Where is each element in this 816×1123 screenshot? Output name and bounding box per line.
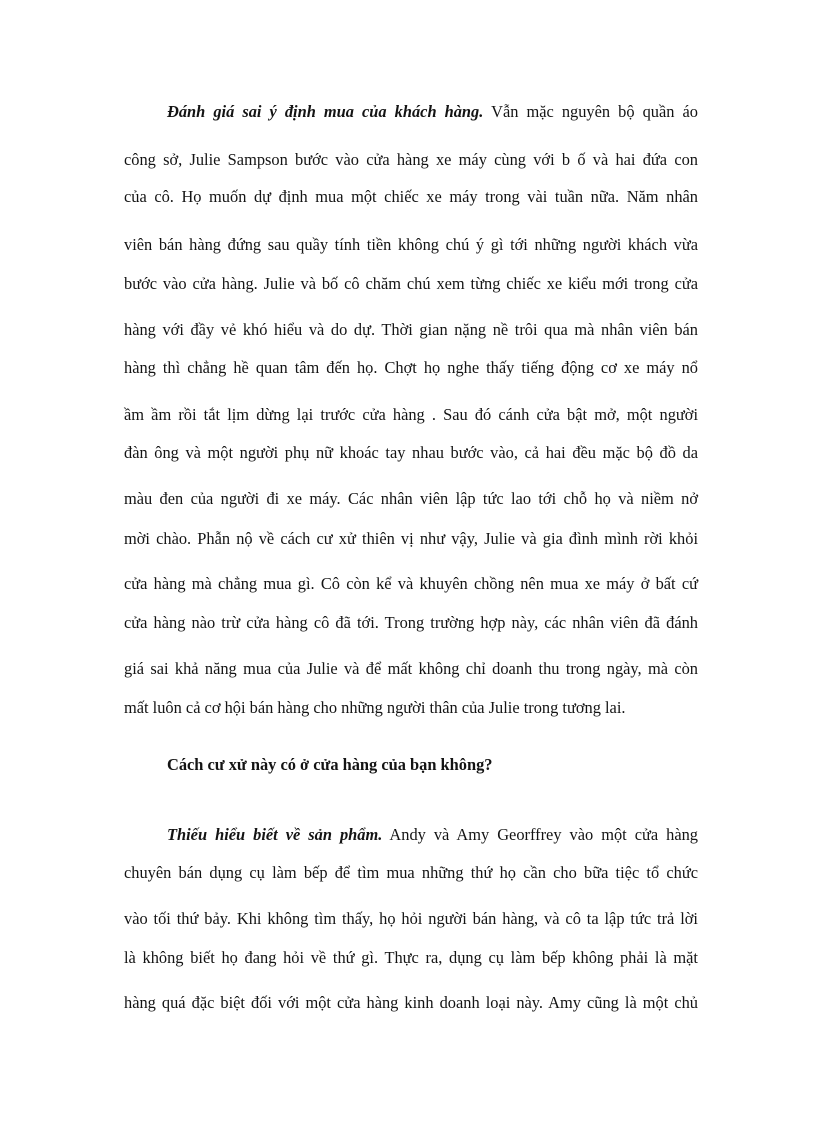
paragraph-1-line-9: đàn ông và một người phụ nữ khoác tay nhau bước vào, cả hai đều mặc bộ đồ da bbox=[124, 443, 698, 462]
paragraph-2-line-1 bbox=[167, 823, 698, 847]
paragraph-1-line-1 bbox=[167, 100, 698, 124]
paragraph-2-line-1-text: Andy và Amy Georffrey vào một cửa hàng bbox=[382, 825, 698, 844]
paragraph-2-line-2: chuyên bán dụng cụ làm bếp để tìm mua những thứ họ cần cho bữa tiệc tổ chức bbox=[124, 863, 698, 882]
paragraph-2-line-4: là không biết họ đang hỏi về thứ gì. Thực ra, dụng cụ làm bếp không phải là mặt bbox=[124, 948, 698, 967]
paragraph-1-line-6: hàng với đầy vẻ khó hiểu và do dự. Thời gian nặng nề trôi qua mà nhân viên bán bbox=[124, 320, 698, 339]
paragraph-1-line-5: bước vào cửa hàng. Julie và bố cô chăm chú xem từng chiếc xe kiểu mới trong cửa bbox=[124, 274, 698, 293]
question-heading: Cách cư xử này có ở cửa hàng của bạn không? bbox=[167, 755, 493, 774]
paragraph-1-line-8: ầm ầm rồi tắt lịm dừng lại trước cửa hàng . Sau đó cánh cửa bật mở, một người bbox=[124, 405, 698, 424]
paragraph-1-line-10: màu đen của người đi xe máy. Các nhân viên lập tức lao tới chỗ họ và niềm nở bbox=[124, 489, 698, 508]
paragraph-1-line-3: của cô. Họ muốn dự định mua một chiếc xe máy trong vài tuần nữa. Năm nhân bbox=[124, 187, 698, 206]
paragraph-2-lead: Thiếu hiểu biết về sản phẩm. bbox=[167, 825, 383, 844]
paragraph-1-line-15: mất luôn cả cơ hội bán hàng cho những người thân của Julie trong tương lai. bbox=[124, 698, 626, 717]
paragraph-2-line-5: hàng quá đặc biệt đối với một cửa hàng kinh doanh loại này. Amy cũng là một chủ bbox=[124, 993, 698, 1012]
paragraph-1-line-12: cửa hàng mà chẳng mua gì. Cô còn kể và khuyên chồng nên mua xe máy ở bất cứ bbox=[124, 574, 698, 593]
paragraph-1-line-7: hàng thì chẳng hề quan tâm đến họ. Chợt họ nghe thấy tiếng động cơ xe máy nổ bbox=[124, 358, 698, 377]
paragraph-1-line-4: viên bán hàng đứng sau quầy tính tiền không chú ý gì tới những người khách vừa bbox=[124, 235, 698, 254]
paragraph-2-line-3: vào tối thứ bảy. Khi không tìm thấy, họ hỏi người bán hàng, và cô ta lập tức trả lời bbox=[124, 909, 698, 928]
paragraph-1-line-11: mời chào. Phẫn nộ về cách cư xử thiên vị như vậy, Julie và gia đình mình rời khỏi bbox=[124, 529, 698, 548]
paragraph-1-line-1-text: Vẫn mặc nguyên bộ quần áo bbox=[483, 102, 698, 121]
paragraph-1-line-14: giá sai khả năng mua của Julie và để mất không chỉ doanh thu trong ngày, mà còn bbox=[124, 659, 698, 678]
paragraph-1-line-13: cửa hàng nào trừ cửa hàng cô đã tới. Trong trường hợp này, các nhân viên đã đánh bbox=[124, 613, 698, 632]
paragraph-1-lead: Đánh giá sai ý định mua của khách hàng. bbox=[167, 102, 484, 121]
paragraph-1-line-2: công sở, Julie Sampson bước vào cửa hàng xe máy cùng với b ố và hai đứa con bbox=[124, 150, 698, 169]
